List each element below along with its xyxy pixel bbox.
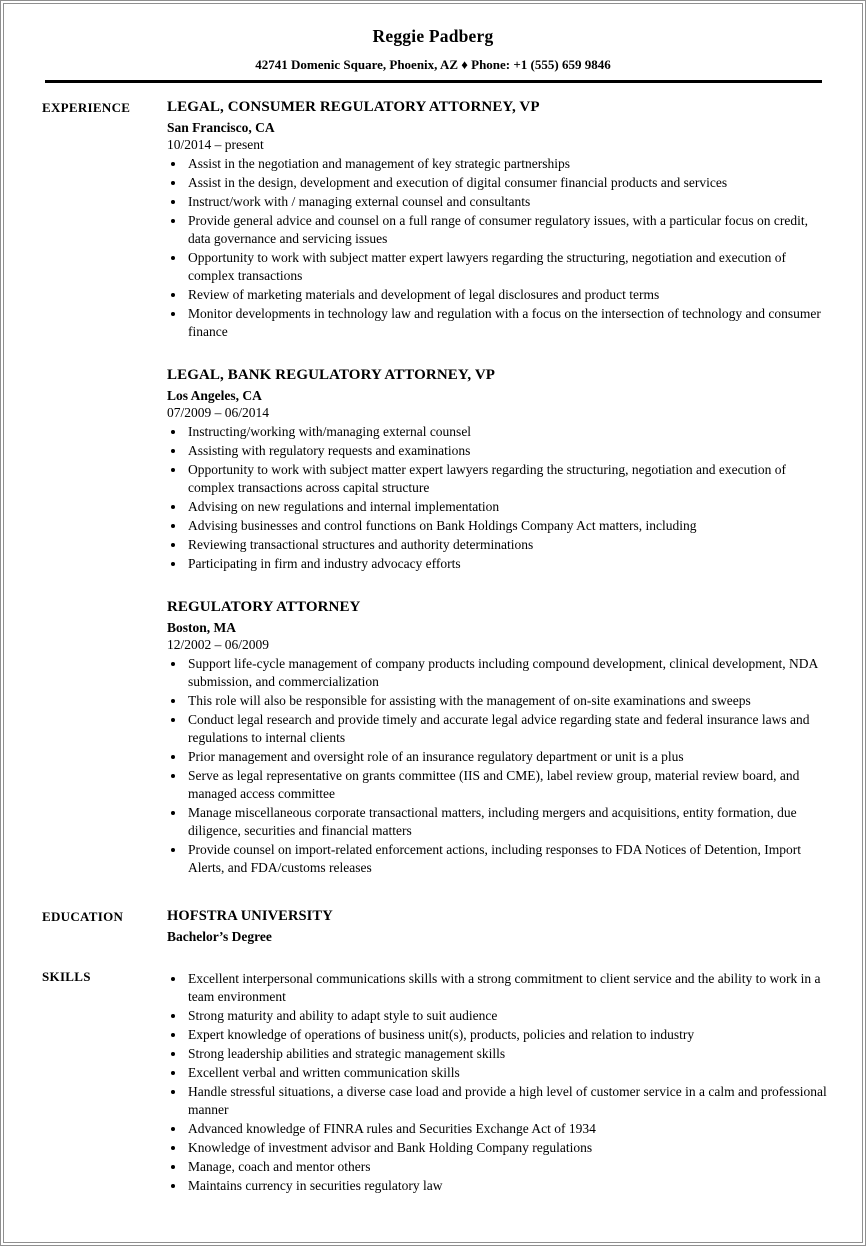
job-location: Boston, MA	[167, 620, 237, 635]
section-skills	[42, 968, 828, 1196]
resume-header	[4, 4, 862, 83]
bullet-item: • Manage miscellaneous corporate transactional matters, including mergers and acquisitions, entity formation, due diligence, securities and financial matters	[186, 804, 828, 840]
job-entry	[167, 599, 828, 877]
section-label-education: EDUCATION	[42, 909, 124, 924]
section-label-experience: EXPERIENCE	[42, 100, 131, 115]
bullet-item: • Monitor developments in technology law and regulation with a focus on the intersection of technology and consumer finance	[186, 305, 828, 341]
bullet-item: • Excellent verbal and written communication skills	[186, 1064, 828, 1082]
bullet-item: • Advising businesses and control functions on Bank Holdings Company Act matters, including	[186, 517, 828, 535]
resume-body	[4, 99, 862, 1196]
job-dates: 12/2002 – 06/2009	[167, 637, 270, 652]
job-dates: 07/2009 – 06/2014	[167, 405, 270, 420]
job-title: LEGAL, CONSUMER REGULATORY ATTORNEY, VP	[167, 99, 540, 115]
job-title: LEGAL, BANK REGULATORY ATTORNEY, VP	[167, 367, 496, 383]
job-title: REGULATORY ATTORNEY	[167, 599, 361, 615]
bullet-item: • Strong leadership abilities and strategic management skills	[186, 1045, 828, 1063]
bullet-item: • Knowledge of investment advisor and Bank Holding Company regulations	[186, 1139, 828, 1157]
job-location: San Francisco, CA	[167, 120, 275, 135]
job-dates: 10/2014 – present	[167, 137, 264, 152]
bullet-item: • Assisting with regulatory requests and examinations	[186, 442, 828, 460]
bullet-item: • Support life-cycle management of company products including compound development, clinical development, NDA submission, and commercialization	[186, 655, 828, 691]
bullet-item: • Serve as legal representative on grants committee (IIS and CME), label review group, material review board, and managed access committee	[186, 767, 828, 803]
bullet-item: • Instructing/working with/managing external counsel	[186, 423, 828, 441]
candidate-name: Reggie Padberg	[372, 26, 494, 46]
bullet-item: • Provide general advice and counsel on a full range of consumer regulatory issues, with a particular focus on credit, data governance and servicing issues	[186, 212, 828, 248]
bullet-item: • Opportunity to work with subject matter expert lawyers regarding the structuring, negotiation and execution of complex transactions	[186, 249, 828, 285]
job-bullets	[167, 155, 828, 341]
bullet-item: • Excellent interpersonal communications skills with a strong commitment to client service and the ability to work in a team environment	[186, 970, 828, 1006]
school-name: HOFSTRA UNIVERSITY	[167, 908, 333, 924]
contact-line: 42741 Domenic Square, Phoenix, AZ ♦ Phone: +1 (555) 659 9846	[255, 57, 611, 72]
education-content	[167, 908, 828, 945]
bullet-item: • This role will also be responsible for assisting with the management of on-site examinations and sweeps	[186, 692, 828, 710]
bullet-item: • Manage, coach and mentor others	[186, 1158, 828, 1176]
section-label-skills: SKILLS	[42, 969, 91, 984]
degree: Bachelor’s Degree	[167, 929, 272, 944]
job-location: Los Angeles, CA	[167, 388, 262, 403]
bullet-item: • Conduct legal research and provide timely and accurate legal advice regarding state and federal insurance laws and regulations to internal clients	[186, 711, 828, 747]
bullet-item: • Instruct/work with / managing external counsel and consultants	[186, 193, 828, 211]
skills-list	[167, 970, 828, 1195]
bullet-item: • Participating in firm and industry advocacy efforts	[186, 555, 828, 573]
job-bullets	[167, 655, 828, 877]
experience-jobs	[167, 99, 828, 878]
bullet-item: • Strong maturity and ability to adapt style to suit audience	[186, 1007, 828, 1025]
bullet-item: • Advising on new regulations and internal implementation	[186, 498, 828, 516]
bullet-item: • Reviewing transactional structures and authority determinations	[186, 536, 828, 554]
section-experience	[42, 99, 828, 878]
bullet-item: • Assist in the design, development and execution of digital consumer financial products and services	[186, 174, 828, 192]
bullet-item: • Prior management and oversight role of an insurance regulatory department or unit is a plus	[186, 748, 828, 766]
bullet-item: • Review of marketing materials and development of legal disclosures and product terms	[186, 286, 828, 304]
job-entry	[167, 367, 828, 573]
section-education	[42, 908, 828, 945]
bullet-item: • Handle stressful situations, a diverse case load and provide a high level of customer service in a calm and professional manner	[186, 1083, 828, 1119]
bullet-item: • Maintains currency in securities regulatory law	[186, 1177, 828, 1195]
bullet-item: • Advanced knowledge of FINRA rules and Securities Exchange Act of 1934	[186, 1120, 828, 1138]
bullet-item: • Assist in the negotiation and management of key strategic partnerships	[186, 155, 828, 173]
bullet-item: • Provide counsel on import-related enforcement actions, including responses to FDA Notices of Detention, Import Alerts, and FDA/customs releases	[186, 841, 828, 877]
skills-content	[167, 968, 828, 1196]
job-entry	[167, 99, 828, 341]
header-divider	[45, 80, 822, 83]
bullet-item: • Opportunity to work with subject matter expert lawyers regarding the structuring, negotiation and execution of complex transactions across capital structure	[186, 461, 828, 497]
bullet-item: • Expert knowledge of operations of business unit(s), products, policies and relation to industry	[186, 1026, 828, 1044]
job-bullets	[167, 423, 828, 573]
